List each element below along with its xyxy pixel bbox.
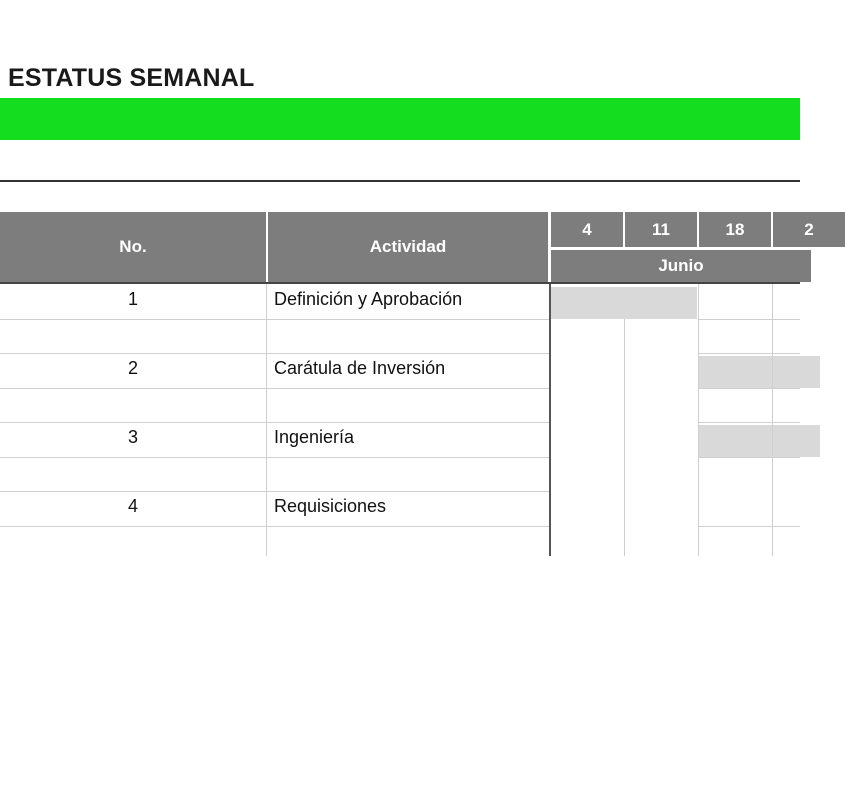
gantt-bar — [551, 287, 697, 319]
gantt-row-divider — [699, 319, 800, 320]
header-week: 18 — [699, 212, 771, 247]
column-divider — [549, 284, 551, 556]
schedule-table — [0, 212, 814, 556]
row-number: 3 — [127, 427, 138, 447]
header-week: 4 — [551, 212, 623, 247]
row-activity: Carátula de Inversión — [274, 358, 446, 378]
row-activity: Requisiciones — [274, 496, 387, 516]
row-activity: Ingeniería — [274, 427, 355, 447]
column-divider — [698, 284, 699, 556]
divider — [0, 180, 800, 182]
row-number: 1 — [127, 289, 138, 309]
gantt-bar — [699, 425, 820, 457]
gantt-row-divider — [699, 422, 800, 423]
column-divider — [624, 319, 625, 557]
row-divider — [0, 319, 551, 320]
column-divider — [772, 284, 773, 556]
row-divider — [0, 457, 551, 458]
status-banner — [0, 98, 800, 140]
row-divider — [0, 388, 551, 389]
row-divider — [0, 422, 551, 423]
row-divider — [0, 526, 551, 527]
row-activity: Definición y Aprobación — [274, 289, 463, 309]
row-number: 4 — [127, 496, 138, 516]
header-week: 2 — [773, 212, 845, 247]
header-rule — [0, 282, 800, 284]
gantt-row-divider — [699, 353, 800, 354]
header-no: No. — [0, 212, 266, 282]
row-divider — [0, 491, 551, 492]
column-divider — [266, 284, 267, 556]
gantt-row-divider — [699, 457, 800, 458]
row-number: 2 — [127, 358, 138, 378]
row-divider — [0, 353, 551, 354]
gantt-bar — [699, 356, 820, 388]
header-week: 11 — [625, 212, 697, 247]
page-title: ESTATUS SEMANAL — [8, 64, 255, 92]
header-month: Junio — [551, 250, 811, 282]
header-actividad: Actividad — [268, 212, 548, 282]
gantt-row-divider — [699, 526, 800, 527]
gantt-row-divider — [699, 388, 800, 389]
